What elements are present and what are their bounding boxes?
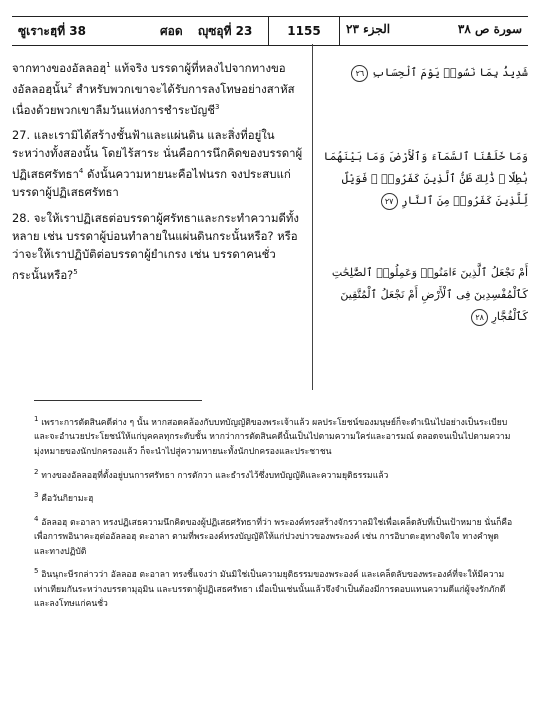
verse-28: 28. จะให้เราปฏิเสธต่อบรรดาผู้ศรัทธาและกระทำความดีทั้งหลาย เช่น บรรดาผู้บ่อนทำลายในแผ่นดินกระนั้นหรือ? หรือว่าจะให้เราปฏิบัติต่อบรรดาผู้ยำเกรง เช่น บรรดาคนชั่วกระนั้นหรือ?$^5$ <box>12 211 299 282</box>
surah-name-thai: ศอด <box>160 24 183 38</box>
footnote-divider <box>34 400 202 401</box>
footnote-mark: 1 <box>106 61 111 69</box>
arabic-verse-26: شَدِيدُۢ بِمَا نَسُوا۟ يَوْمَ ٱلْحِسَابِ ٢٦ <box>318 62 528 84</box>
thai-translation <box>12 56 306 292</box>
juz-thai: ญุซอุที่ 23 <box>198 24 253 38</box>
footnote-3: $^3$ คือวันกิยามะฮฺ <box>34 491 94 504</box>
footnote-mark: 5 <box>73 268 78 277</box>
arabic-verse-28: أَمْ نَجْعَلُ ٱلَّذِينَ ءَامَنُوا۟ وَعَمِلُوا۟ ٱلصَّٰلِحَٰتِ كَٱلْمُفْسِدِينَ فِى ٱلْأَرْضِ أَمْ نَجْعَلُ ٱلْمُتَّقِينَ كَٱلْفُجَّارِ ٢٨ <box>318 262 528 328</box>
column-divider <box>312 44 313 390</box>
arabic-verse-27: وَمَا خَلَقْنَا ٱلسَّمَآءَ وَٱلْأَرْضَ وَمَا بَيْنَهُمَا بَٰطِلًا ۚ ذَٰلِكَ ظَنُّ ٱلَّذِينَ كَفَرُوا۟ ۚ فَوَيْلٌ لِّلَّذِينَ كَفَرُوا۟ مِنَ ٱلنَّارِ ٢٧ <box>318 146 528 212</box>
footnote-mark: 4 <box>78 167 84 176</box>
footnote-4: $^4$ อัลลอฮฺ ตะอาลา ทรงปฏิเสธความนึกคิดของผู้ปฏิเสธศรัทธาที่ว่า พระองค์ทรงสร้างจักรวาลมิใช่เพื่อเคล็ดลับที่เป็นเป้าหมาย นั่นก็คือ เพื่อการพอินาคะฮฺต่ออัลลอฮฺ ตะอาลา ตามที่พระองค์ทรงบัญญัติให้แก่ปวงบ่าวของพระองค์ เช่น การอิบาดะฮฺทางจิตใจ ทางคำพูด และทางปฏิบัติ <box>34 514 513 557</box>
verse-number-badge: ٢٨ <box>471 309 488 326</box>
page-number: 1155 <box>268 17 340 45</box>
footnote-2: $^2$ ทางของอัลลอฮฺที่ตั้งอยู่บนการศรัทธา การตักวา และธำรงไว้ซึ่งบทบัญญัติและความยุติธรรมแล้ว <box>34 467 389 481</box>
verse-number-badge: ٢٧ <box>381 193 398 210</box>
juz-arabic: الجزء ٢٣ <box>346 22 391 36</box>
page-header <box>12 16 528 46</box>
verse-number-badge: ٢٦ <box>351 65 368 82</box>
verse-27: 27. และเรามิได้สร้างชั้นฟ้าและแผ่นดิน และสิ่งที่อยู่ในระหว่างทั้งสองนั้น โดยไร้สาระ นั่นคือการนึกคิดของบรรดาผู้ปฏิเสธศรัทธา$^4$ ดังนั้นความหายนะคือไฟนรก จงประสบแก่บรรดาผู้ปฏิเสธศรัทธา <box>12 128 303 200</box>
footnote-5: $^5$ อินนุกะษีรกล่าวว่า อัลลอฮ ตะอาลา ทรงชี้แจงว่า มันมิใช่เป็นความยุติธรรมของพระองค์ และเคล็ดลับของพระองค์ที่จะให้มีความเท่าเทียมกันระหว่างบรรดามุอฺมิน และบรรดาผู้ปฏิเสธศรัทธา เมื่อเป็นเช่นนั้นแล้วจึงจำเป็นต้องมีการตอบแทนความดีแก่ผู้จงรักภักดี และลงโทษแก่คนชั่ว <box>34 567 506 610</box>
footnotes <box>34 412 514 617</box>
surah-thai: ซูเราะฮฺที่ 38 <box>18 24 86 38</box>
verse-26-continuation: จากทางของอัลลอฮฺ$^1$ แท้จริง บรรดาผู้ที่หลงไปจากทางของอัลลอฮฺนั้น$^2$ สำหรับพวกเขาจะได้รับการลงโทษอย่างสาหัส เนื่องด้วยพวกเขาลืมวันแห่งการชำระบัญชี$^3$ <box>12 60 295 117</box>
footnote-mark: 2 <box>67 81 73 90</box>
footnote-1: $^1$ เพราะการตัดสินคดีต่าง ๆ นั้น หากสอดคล้องกับบทบัญญัติของพระเจ้าแล้ว ผลประโยชน์ของมนุษย์ก็จะดำเนินไปอย่างเป็นระเบียบ และจะอำนวยประโยชน์ให้แก่บุคคลทุกระดับชั้น หากว่าการตัดสินคดีนั้นเป็นไปตามความใคร่และอารมณ์ ตลอดจนเป็นไปตามความมุ่งหมายของนักปกครองแล้ว ก็จะนำไปสู่ความหายนะทั้งนักปกครองและประชาชน <box>34 415 511 458</box>
surah-arabic: سورة ص ٣٨ <box>457 22 522 36</box>
footnote-mark: 3 <box>214 102 220 111</box>
